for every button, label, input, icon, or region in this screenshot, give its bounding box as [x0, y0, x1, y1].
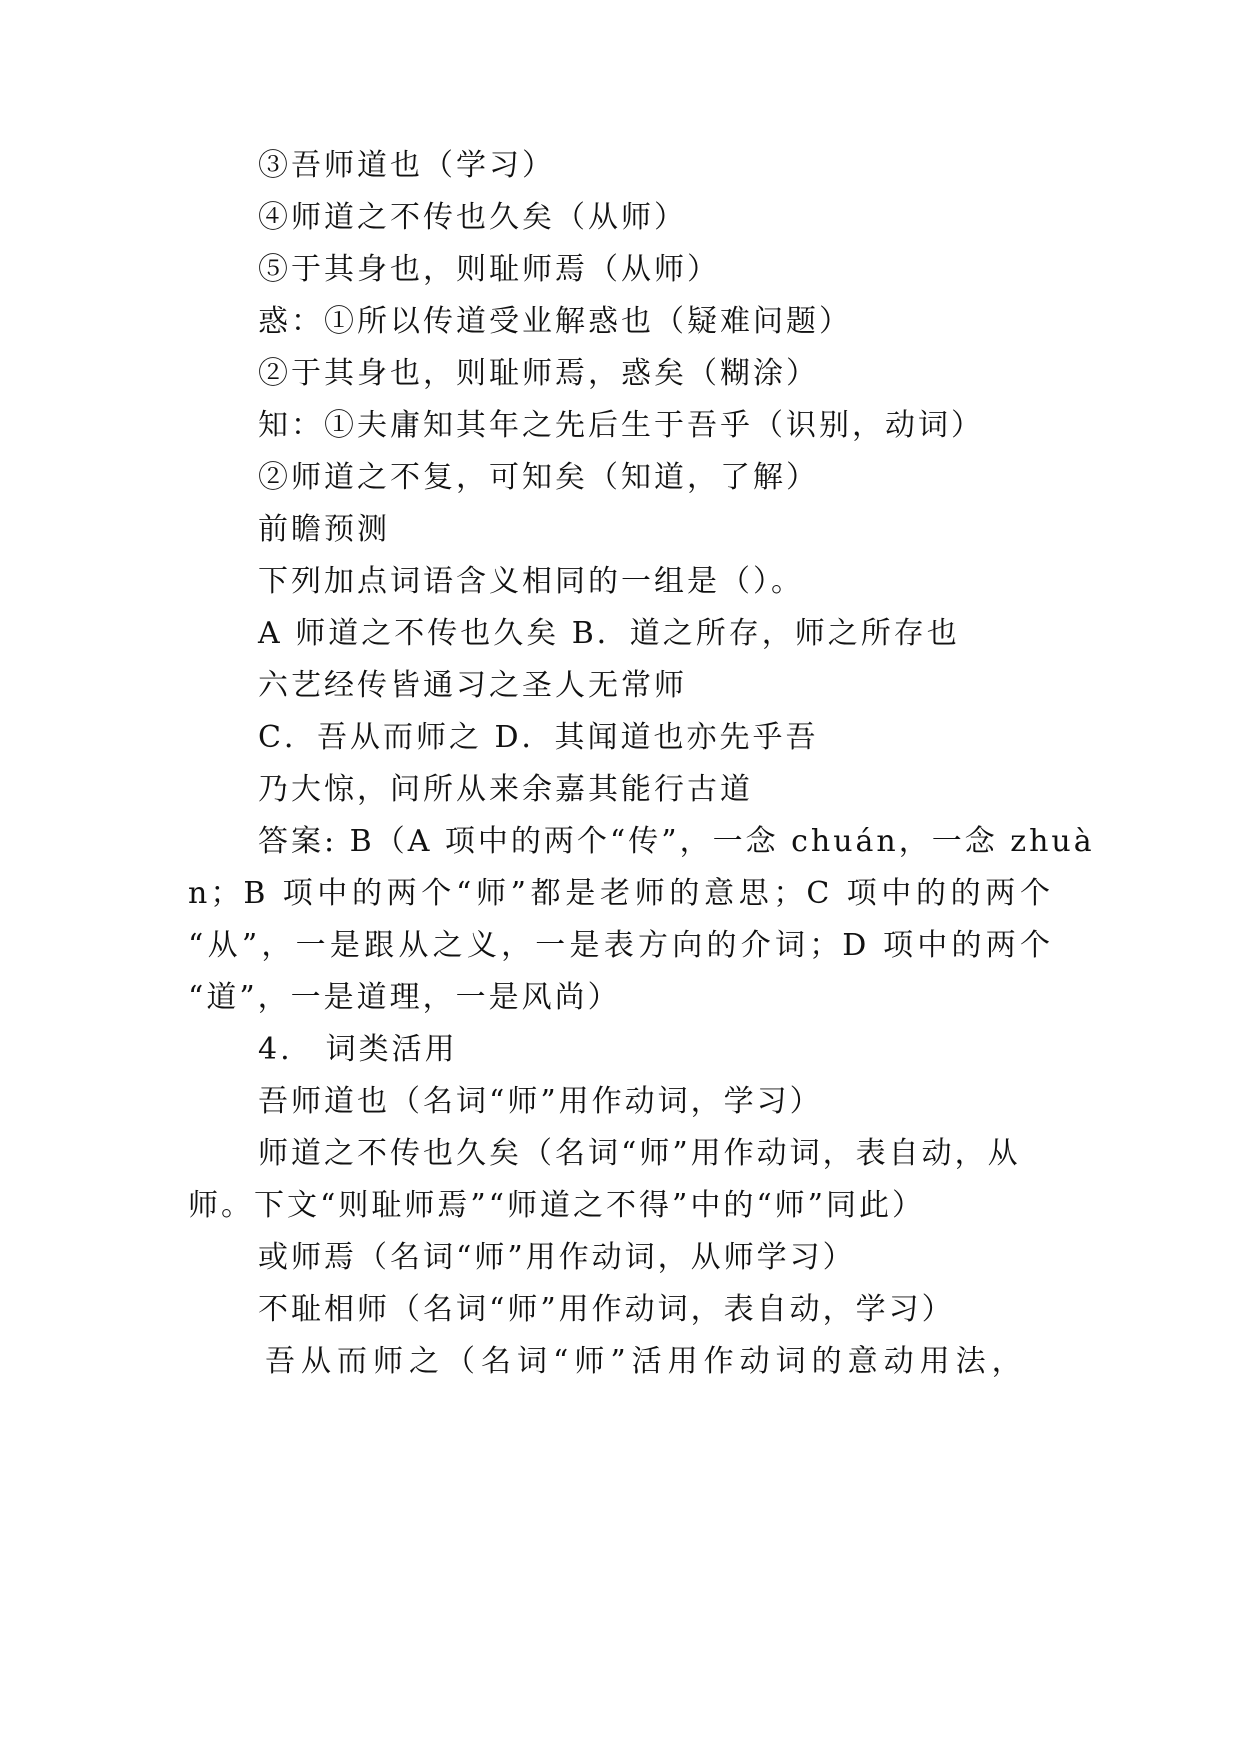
text-line: 知：①夫庸知其年之先后生于吾乎（识别，动词）: [258, 408, 984, 443]
text-line: ③吾师道也（学习）: [258, 148, 555, 183]
text-line: 惑：①所以传道受业解惑也（疑难问题）: [258, 304, 852, 339]
text-line: 师道之不传也久矣（名词“师”用作动词，表自动，从: [258, 1136, 1021, 1171]
option-line: C．吾从而师之 D．其闻道也亦先乎吾: [258, 720, 819, 755]
answer-line: “从”，一是跟从之义，一是表方向的介词；D 项中的两个: [188, 928, 1053, 963]
text-line: ⑤于其身也，则耻师焉（从师）: [258, 252, 720, 287]
answer-line: “道”，一是道理，一是风尚）: [188, 980, 621, 1015]
answer-line: n；B 项中的两个“师”都是老师的意思；C 项中的的两个: [188, 876, 1053, 911]
text-line: 或师焉（名词“师”用作动词，从师学习）: [258, 1240, 856, 1275]
answer-line: 答案: B（A 项中的两个“传”，一念 chuán，一念 zhuà: [258, 824, 1095, 859]
section-heading: 前瞻预测: [258, 512, 390, 547]
question-text: 下列加点词语含义相同的一组是（）。: [258, 564, 804, 599]
section-heading: 4. 词类活用: [258, 1032, 458, 1067]
text-line: 吾师道也（名词“师”用作动词，学习）: [258, 1084, 823, 1119]
text-line: ④师道之不传也久矣（从师）: [258, 200, 687, 235]
text-line: 师。下文“则耻师焉”“师道之不得”中的“师”同此）: [188, 1188, 926, 1223]
option-line: A 师道之不传也久矣 B．道之所存，师之所存也: [258, 616, 960, 651]
text-line: ②师道之不复，可知矣（知道，了解）: [258, 460, 819, 495]
text-line: 吾从而师之（名词“师”活用作动词的意动用法，: [265, 1344, 1028, 1379]
text-line: 不耻相师（名词“师”用作动词，表自动，学习）: [258, 1292, 955, 1327]
text-line: ②于其身也，则耻师焉，惑矣（糊涂）: [258, 356, 819, 391]
option-line: 六艺经传皆通习之圣人无常师: [258, 668, 687, 703]
option-line: 乃大惊，问所从来余嘉其能行古道: [258, 772, 753, 807]
